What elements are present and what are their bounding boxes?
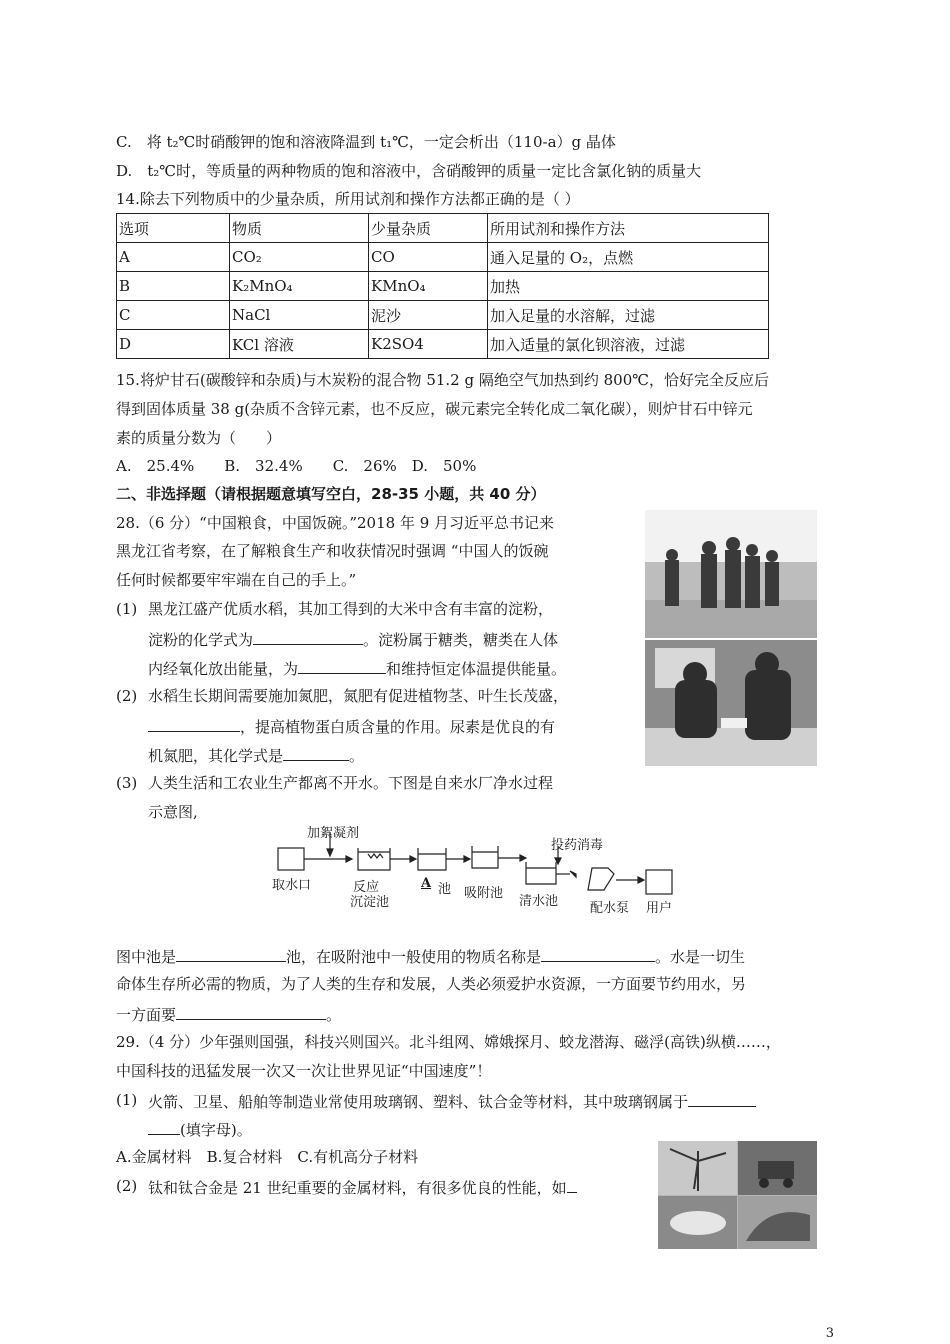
table-cell: A	[117, 243, 230, 272]
q28-part2-line-a: 水稻生长期间需要施加氮肥，氮肥有促进植物茎、叶生长茂盛，	[148, 687, 569, 705]
q28-part1-text: 内经氧化放出能量，为	[148, 660, 299, 678]
table-header-cell: 物质	[230, 214, 369, 243]
q29-part2-line-a	[148, 1176, 577, 1198]
adsorbent-name-blank[interactable]	[541, 945, 655, 962]
q28-after-text: 池，在吸附池中一般使用的物质名称是	[286, 948, 542, 966]
q29-line-1: 29.（4 分）少年强则国强，科技兴则国兴。北斗组网、嫦娥探月、蛟龙潜海、磁浮(高铁)纵横……，	[116, 1033, 781, 1051]
q28-part2-text: ，提高植物蛋白质含量的作用。尿素是优良的有	[240, 718, 556, 736]
inspection-rice-photo	[645, 640, 817, 766]
table-cell: KCl 溶液	[230, 330, 369, 359]
diagram-label-adsorb: 吸附池	[464, 886, 504, 901]
table-row	[117, 330, 769, 359]
q29-part2-text: 钛和钛合金是 21 世纪重要的金属材料，有很多优良的性能，如	[148, 1179, 567, 1197]
q13-option-d: D. t₂℃时，等质量的两种物质的饱和溶液中，含硝酸钾的质量一定比含氯化钠的质量大	[116, 162, 702, 180]
q28-after-text: 图中池是	[116, 948, 177, 966]
table-row	[117, 272, 769, 301]
table-cell: KMnO₄	[369, 272, 488, 301]
q15-line-1: 15.将炉甘石(碳酸锌和杂质)与木炭粉的混合物 51.2 g 隔绝空气加热到约 800℃，恰好完全反应后	[116, 371, 770, 389]
fiberglass-category-blank-cont[interactable]	[148, 1118, 180, 1135]
inspection-field-photo	[645, 510, 817, 638]
q28-part1-text: 和维持恒定体温提供能量。	[386, 660, 567, 678]
q15-options: A. 25.4% B. 32.4% C. 26% D. 50%	[116, 457, 477, 475]
diagram-label-a-pool: 池	[438, 882, 452, 897]
q14-stem: 14.除去下列物质中的少量杂质，所用试剂和操作方法都正确的是（ ）	[116, 190, 580, 208]
q28-part3-line-b: 示意图,	[148, 803, 198, 821]
table-cell: B	[117, 272, 230, 301]
section-2-title: 二、非选择题（请根据题意填写空白，28-35 小题，共 40 分）	[116, 485, 546, 503]
table-row	[117, 301, 769, 330]
q28-part1-line-b	[148, 628, 558, 650]
titanium-property-blank[interactable]	[567, 1176, 577, 1193]
q28-after-text: 。水是一切生	[655, 948, 746, 966]
table-row	[117, 243, 769, 272]
table-cell: D	[117, 330, 230, 359]
table-cell: NaCl	[230, 301, 369, 330]
q29-part1-number: (1)	[116, 1091, 138, 1109]
q29-part1-line-a	[148, 1090, 756, 1112]
table-header-cell: 所用试剂和操作方法	[488, 214, 769, 243]
diagram-label-reaction-1: 反应	[353, 880, 380, 895]
page-number: 3	[825, 1326, 834, 1341]
q28-part3-line-a: 人类生活和工农业生产都离不开水。下图是自来水厂净水过程	[148, 774, 554, 792]
diagram-label-clear: 清水池	[519, 894, 559, 909]
q28-part1-number: (1)	[116, 600, 138, 618]
q29-part1-text: 火箭、卫星、船舶等制造业常使用玻璃钢、塑料、钛合金等材料，其中玻璃钢属于	[148, 1093, 689, 1111]
q28-line-2: 黑龙江省考察，在了解粮食生产和收获情况时强调 “中国人的饭碗	[116, 542, 549, 560]
q14-options-table	[116, 213, 769, 359]
q28-after-line-1	[116, 945, 745, 967]
table-cell: 加入适量的氯化钡溶液，过滤	[488, 330, 769, 359]
q28-part1-line-c	[148, 657, 566, 679]
q28-part2-line-c	[148, 744, 364, 766]
table-cell: 泥沙	[369, 301, 488, 330]
diagram-label-intake: 取水口	[272, 878, 312, 893]
q13-option-c: C. 将 t₂℃时硝酸钾的饱和溶液降温到 t₁℃，一定会析出（110-a）g 晶体	[116, 133, 616, 151]
diagram-label-disinfect: 投药消毒	[551, 838, 604, 853]
table-header-cell: 选项	[117, 214, 230, 243]
q29-options: A.金属材料 B.复合材料 C.有机高分子材料	[116, 1148, 419, 1166]
q28-part2-number: (2)	[116, 687, 138, 705]
pool-name-blank[interactable]	[176, 945, 286, 962]
table-cell: CO₂	[230, 243, 369, 272]
q28-after-line-2: 命体生存所必需的物质，为了人类的生存和发展，人类必须爱护水资源，一方面要节约用水，另	[116, 975, 747, 993]
starch-formula-blank[interactable]	[253, 628, 363, 645]
q29-line-2: 中国科技的迅猛发展一次又一次让世界见证“中国速度”！	[116, 1062, 492, 1080]
q28-part2-line-b	[148, 715, 555, 737]
table-cell: 通入足量的 O₂，点燃	[488, 243, 769, 272]
table-cell: 加热	[488, 272, 769, 301]
q28-after-line-3	[116, 1003, 341, 1025]
q28-part1-text: 淀粉的化学式为	[148, 631, 254, 649]
table-cell: C	[117, 301, 230, 330]
table-header-row	[117, 214, 769, 243]
table-cell: CO	[369, 243, 488, 272]
q28-part2-text: 。	[349, 747, 365, 765]
q28-after-text: 。	[326, 1006, 342, 1024]
q29-part2-number: (2)	[116, 1177, 138, 1195]
q28-part1-text: 。淀粉属于糖类，糖类在人体	[363, 631, 559, 649]
water-protection-blank[interactable]	[176, 1003, 326, 1020]
diagram-label-reaction-2: 沉淀池	[350, 895, 390, 910]
diagram-label-flocculant: 加絮凝剂	[307, 826, 360, 841]
tech-achievements-photo	[658, 1141, 817, 1249]
table-header-cell: 少量杂质	[369, 214, 488, 243]
fiberglass-category-blank[interactable]	[688, 1090, 756, 1107]
urea-formula-blank[interactable]	[283, 744, 349, 761]
q15-line-2: 得到固体质量 38 g(杂质不含锌元素，也不反应，碳元素完全转化成二氧化碳），则炉甘石中锌元	[116, 400, 753, 418]
table-cell: K2SO4	[369, 330, 488, 359]
nitrogen-effect-blank[interactable]	[148, 715, 240, 732]
table-cell: 加入足量的水溶解，过滤	[488, 301, 769, 330]
q28-line-3: 任何时候都要牢牢端在自己的手上。”	[116, 571, 357, 589]
q28-line-1: 28.（6 分）“中国粮食，中国饭碗。”2018 年 9 月习近平总书记来	[116, 514, 555, 532]
q28-part2-text: 机氮肥，其化学式是	[148, 747, 284, 765]
q28-part1-line-a: 黑龙江盛产优质水稻，其加工得到的大米中含有丰富的淀粉，	[148, 600, 554, 618]
q29-part1-text: (填字母)。	[180, 1121, 252, 1139]
diagram-label-user: 用户	[646, 901, 673, 916]
table-cell: K₂MnO₄	[230, 272, 369, 301]
diagram-label-a-letter: A	[421, 876, 432, 891]
diagram-label-pump: 配水泵	[590, 901, 630, 916]
q29-part1-line-b	[148, 1118, 252, 1140]
q28-part3-number: (3)	[116, 774, 138, 792]
q15-line-3: 素的质量分数为（ ）	[116, 429, 282, 447]
q28-after-text: 一方面要	[116, 1006, 177, 1024]
energy-use-blank[interactable]	[298, 657, 386, 674]
